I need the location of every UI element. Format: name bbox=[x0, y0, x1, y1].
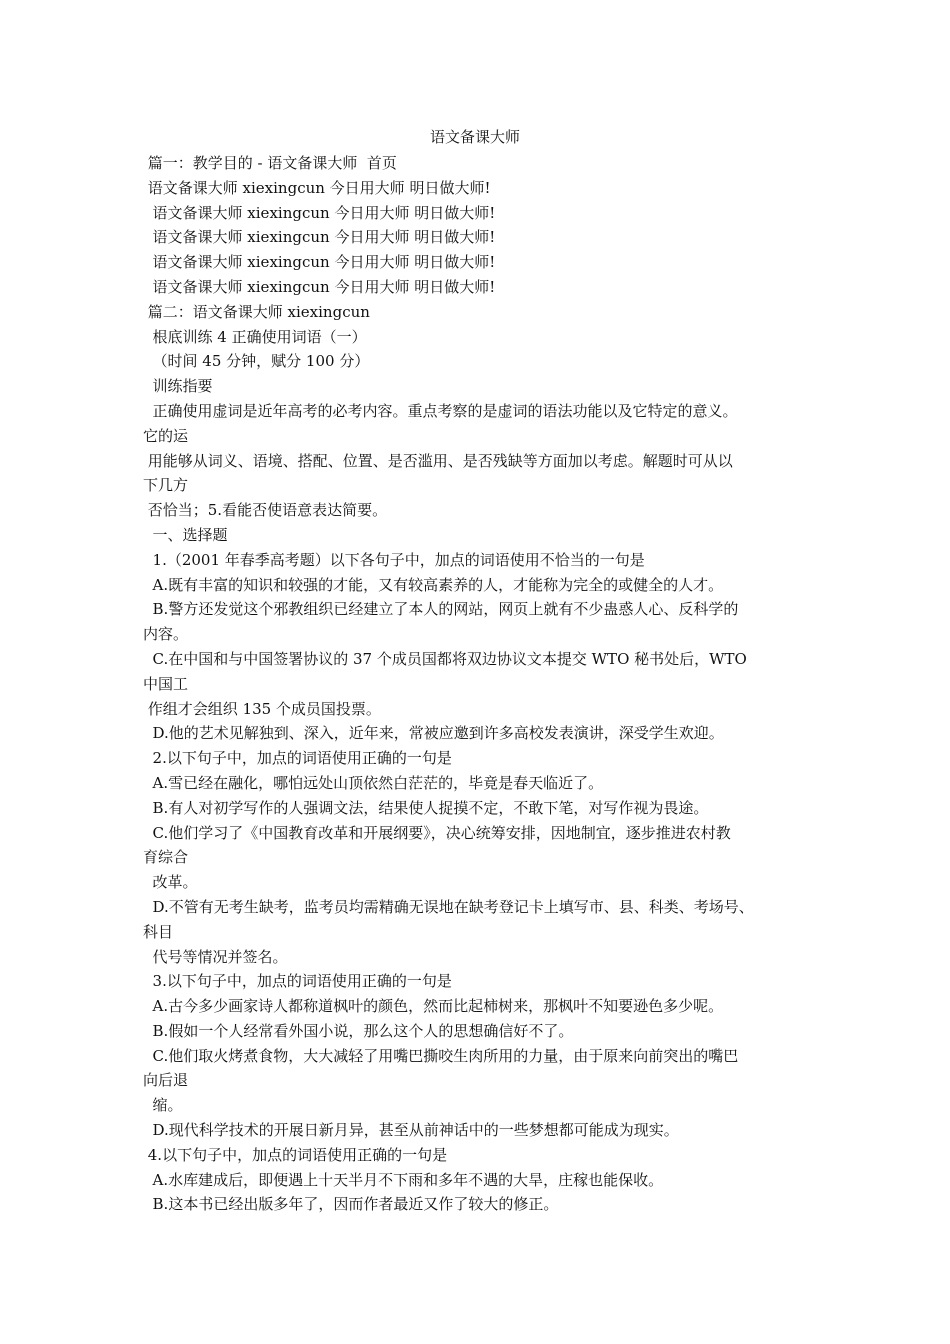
text-line: 语文备课大师 xiexingcun 今日用大师 明日做大师! bbox=[143, 203, 496, 222]
text-line: B.警方还发觉这个邪教组织已经建立了本人的网站，网页上就有不少蛊惑人心、反科学的 bbox=[143, 600, 739, 619]
text-line: 篇一：教学目的 - 语文备课大师 首页 bbox=[143, 154, 397, 172]
text-line: 内容。 bbox=[143, 625, 189, 644]
document-body bbox=[143, 151, 823, 1217]
text-line: 语文备课大师 xiexingcun 今日用大师 明日做大师! bbox=[143, 178, 491, 197]
text-line: 代号等情况并签名。 bbox=[143, 947, 288, 966]
text-line: 科目 bbox=[143, 922, 174, 941]
text-line: 篇二：语文备课大师 xiexingcun bbox=[143, 302, 370, 321]
text-line: 2.以下句子中，加点的词语使用正确的一句是 bbox=[143, 749, 452, 768]
text-line: 育综合 bbox=[143, 848, 189, 867]
text-line: 语文备课大师 xiexingcun 今日用大师 明日做大师! bbox=[143, 228, 496, 247]
text-line: A.既有丰富的知识和较强的才能，又有较高素养的人，才能称为完全的或健全的人才。 bbox=[143, 575, 724, 594]
text-line: D.不管有无考生缺考，监考员均需精确无误地在缺考登记卡上填写市、县、科类、考场号、 bbox=[143, 897, 754, 916]
text-line: C.他们学习了《中国教育改革和开展纲要》，决心统筹安排，因地制宜，逐步推进农村教 bbox=[143, 823, 731, 842]
text-line: C.在中国和与中国签署协议的 37 个成员国都将双边协议文本提交 WTO 秘书处后，WTO bbox=[143, 649, 747, 668]
text-line: B.有人对初学写作的人强调文法，结果使人捉摸不定，不敢下笔，对写作视为畏途。 bbox=[143, 798, 709, 817]
text-line: 训练指要 bbox=[143, 377, 213, 396]
document-title: 语文备课大师 bbox=[429, 128, 520, 146]
text-line: （时间 45 分钟，赋分 100 分） bbox=[143, 352, 370, 371]
text-line: D.现代科学技术的开展日新月异，甚至从前神话中的一些梦想都可能成为现实。 bbox=[143, 1121, 679, 1140]
text-line: A.古今多少画家诗人都称道枫叶的颜色，然而比起柿树来，那枫叶不知要逊色多少呢。 bbox=[143, 997, 724, 1016]
text-line: 作组才会组织 135 个成员国投票。 bbox=[143, 699, 381, 718]
text-line: 改革。 bbox=[143, 873, 198, 892]
text-line: 否恰当；5.看能否使语意表达简要。 bbox=[143, 501, 388, 520]
text-line: 正确使用虚词是近年高考的必考内容。重点考察的是虚词的语法功能以及它特定的意义。 bbox=[143, 401, 738, 420]
text-line: 它的运 bbox=[143, 426, 189, 445]
text-line: A.雪已经在融化，哪怕远处山顶依然白茫茫的，毕竟是春天临近了。 bbox=[143, 773, 604, 792]
text-line: 1.（2001 年春季高考题）以下各句子中，加点的词语使用不恰当的一句是 bbox=[143, 550, 645, 569]
text-line: 中国工 bbox=[143, 674, 189, 693]
text-line: 缩。 bbox=[143, 1096, 183, 1115]
text-line: 向后退 bbox=[143, 1071, 189, 1090]
text-line: 3.以下句子中，加点的词语使用正确的一句是 bbox=[143, 972, 452, 991]
text-line: 用能够从词义、语境、搭配、位置、是否滥用、是否残缺等方面加以考虑。解题时可从以 bbox=[143, 451, 733, 470]
text-line: B.这本书已经出版多年了，因而作者最近又作了较大的修正。 bbox=[143, 1195, 559, 1214]
text-line: 下几方 bbox=[143, 476, 189, 495]
text-line: D.他的艺术见解独到、深入，近年来，常被应邀到许多高校发表演讲，深受学生欢迎。 bbox=[143, 724, 724, 743]
text-line: B.假如一个人经常看外国小说，那么这个人的思想确信好不了。 bbox=[143, 1021, 574, 1040]
text-line: C.他们取火烤煮食物，大大减轻了用嘴巴撕咬生肉所用的力量，由于原来向前突出的嘴巴 bbox=[143, 1046, 739, 1065]
text-line: 语文备课大师 xiexingcun 今日用大师 明日做大师! bbox=[143, 277, 496, 296]
text-line: A.水库建成后，即便遇上十天半月不下雨和多年不遇的大旱，庄稼也能保收。 bbox=[143, 1170, 664, 1189]
text-line: 根底训练 4 正确使用词语（一） bbox=[143, 327, 367, 346]
text-line: 语文备课大师 xiexingcun 今日用大师 明日做大师! bbox=[143, 253, 496, 272]
text-line: 一、选择题 bbox=[143, 525, 228, 544]
text-line: 4.以下句子中，加点的词语使用正确的一句是 bbox=[143, 1145, 448, 1164]
